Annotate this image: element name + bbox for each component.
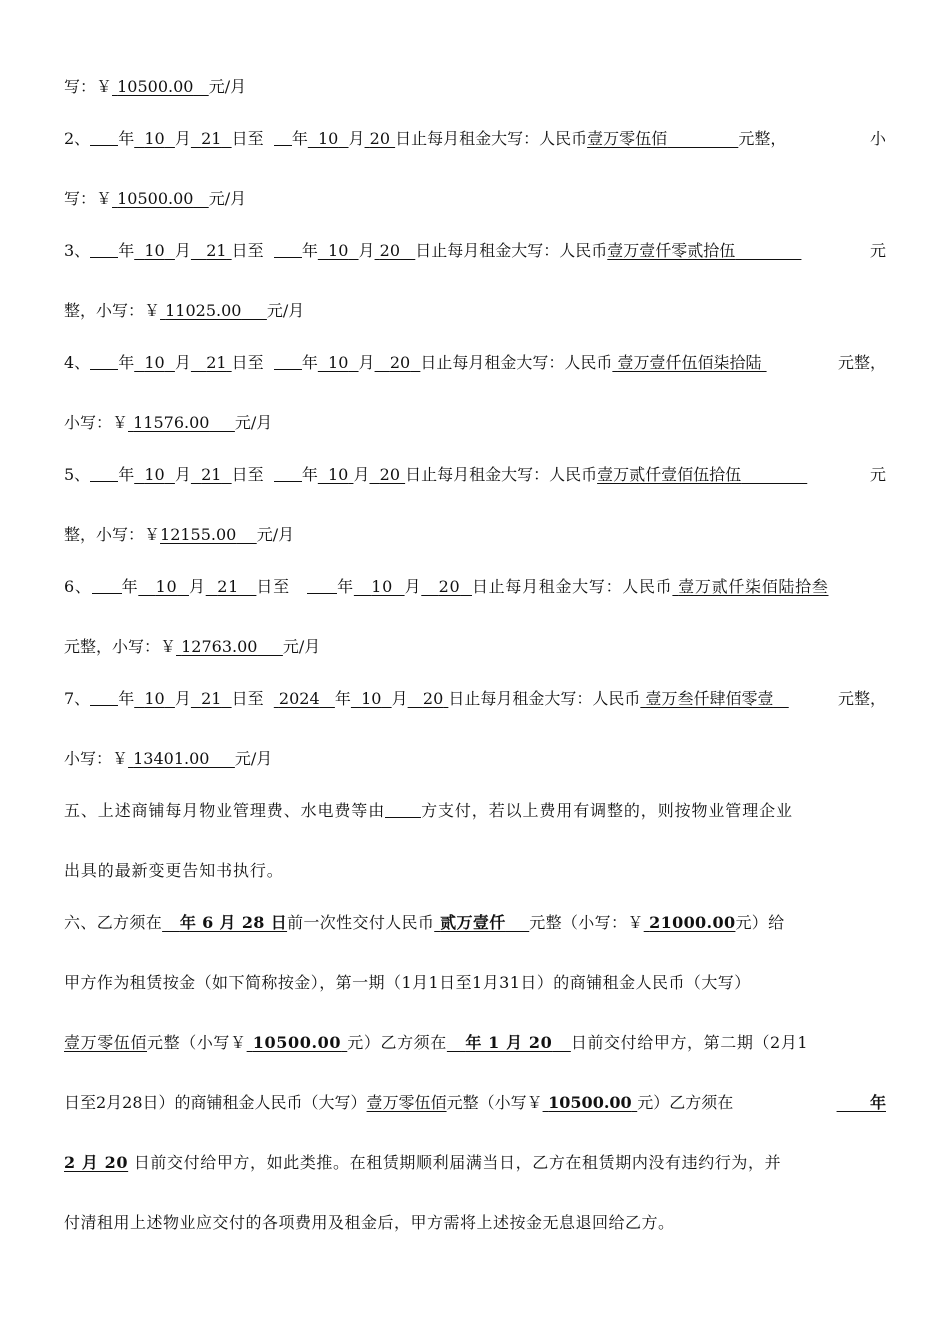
item-number: 7、 — [64, 689, 91, 708]
rent-item-7-small: 小写：￥ 13401.00 元/月 — [64, 749, 273, 768]
big-amount: 壹万叁仟肆佰零壹 — [645, 689, 774, 708]
small-amount: 11576.00 — [133, 413, 210, 432]
item-number: 6、 — [64, 577, 92, 596]
year-value: 2024 — [278, 689, 320, 708]
unit-text: 元/月 — [208, 77, 247, 96]
small-amount: 11025.00 — [165, 301, 242, 320]
label-text: 写：￥ — [64, 77, 113, 96]
deposit-small-amount: 21000.00 — [649, 913, 736, 932]
day-value: 20 — [379, 465, 400, 484]
day-value: 20 — [369, 129, 390, 148]
section-6-line-5: 2 月 20 日前交付给甲方，如此类推。在租赁期顺利届满当日，乙方在租赁期内没有违约行为，并 — [64, 1153, 782, 1172]
section-6-line-6: 付清租用上述物业应交付的各项费用及租金后，甲方需将上述按金无息退回给乙方。 — [64, 1213, 675, 1232]
big-amount: 壹万壹仟伍佰柒拾陆 — [617, 353, 762, 372]
month-value: 10 — [144, 465, 165, 484]
small-amount: 10500.00 — [117, 77, 194, 96]
year-blank — [90, 130, 118, 146]
item-number: 2、 — [64, 129, 91, 148]
month-value: 10 — [371, 577, 393, 596]
label-text: 元 — [869, 241, 886, 260]
month-value: 10 — [144, 689, 165, 708]
day-value: 20 — [438, 577, 461, 596]
rent-item-4-small: 小写：￥ 11576.00 元/月 — [64, 413, 273, 432]
year-blank — [90, 242, 118, 258]
month-value: 10 — [318, 129, 339, 148]
day-value: 21 — [206, 353, 227, 372]
rent-item-2-small: 写：￥ 10500.00 元/月 — [64, 189, 247, 208]
year-blank — [274, 242, 302, 258]
month-value: 10 — [144, 353, 165, 372]
rent1-big-amount: 壹万零伍佰 — [64, 1033, 148, 1052]
item-number: 5、 — [64, 465, 91, 484]
rent-item-3: 3、 年 10 月 21 日至 年 10 月 20 日止每月租金大写：人民币壹万壹仟零贰拾伍 元 — [64, 241, 886, 260]
day-value: 21 — [201, 129, 222, 148]
rent1-small-amount: 10500.00 — [252, 1033, 342, 1052]
day-value: 20 — [422, 689, 444, 708]
label-text: 元整， — [837, 689, 886, 708]
section-6-line-1: 六、乙方须在 年 6 月 28 日前一次性交付人民币 贰万壹仟 元整（小写：￥ 21000.00元）给 — [64, 913, 785, 932]
item-number: 3、 — [64, 241, 91, 260]
deposit-date: 年 6 月 28 日 — [179, 913, 288, 932]
month-value: 10 — [144, 129, 165, 148]
year-blank — [90, 690, 118, 706]
year-blank — [90, 354, 118, 370]
rent-item-7: 7、 年 10 月 21 日至 2024 年 10 月 20 日止每月租金大写：人民币 壹万叁仟肆佰零壹 元整， — [64, 689, 886, 708]
rent1-due-date: 年 1 月 20 — [465, 1033, 553, 1052]
section-5-line-1: 五、上述商铺每月物业管理费、水电费等由 方支付，若以上费用有调整的，则按物业管理企业 — [64, 801, 793, 820]
section-6-line-3: 壹万零伍佰元整（小写￥ 10500.00 元）乙方须在 年 1 月 20 日前交付给甲方，第二期（2月1 — [64, 1033, 809, 1052]
rent-item-6: 6、 年 10 月 21 日至 年 10 月 20 日止每月租金大写：人民币 壹万贰仟柒佰陆拾叁 — [64, 577, 829, 596]
rent2-big-amount: 壹万零伍佰 — [366, 1093, 447, 1112]
item1-continuation — [64, 76, 886, 98]
label-text: 元 — [869, 465, 886, 484]
year-blank — [274, 466, 302, 482]
year-blank — [90, 466, 118, 482]
rent-item-5: 5、 年 10 月 21 日至 年 10 月 20 日止每月租金大写：人民币壹万贰仟壹佰伍拾伍 元 — [64, 465, 886, 484]
month-value: 10 — [328, 465, 349, 484]
label-text: 元整， — [837, 353, 886, 372]
rent-item-5-small: 整，小写：￥12155.00 元/月 — [64, 525, 295, 544]
small-amount: 13401.00 — [133, 749, 210, 768]
section-6-line-4: 日至2月28日）的商铺租金人民币（大写）壹万零伍佰元整（小写￥ 10500.00 元）乙方须在 年 — [64, 1093, 886, 1112]
rent2-due-year: 年 — [869, 1093, 886, 1112]
day-value: 21 — [201, 465, 222, 484]
rent-item-3-small: 整，小写：￥ 11025.00 元/月 — [64, 301, 305, 320]
big-amount: 壹万贰仟壹佰伍拾伍 — [597, 465, 742, 484]
payer-blank — [385, 802, 421, 818]
year-blank — [274, 130, 292, 146]
section-5-line-2: 出具的最新变更告知书执行。 — [64, 861, 284, 880]
day-value: 21 — [206, 241, 227, 260]
rent2-due-date: 2 月 20 — [64, 1153, 129, 1172]
month-value: 10 — [328, 353, 349, 372]
day-value: 20 — [389, 353, 411, 372]
year-blank — [307, 578, 337, 594]
big-amount: 壹万零伍佰 — [587, 129, 668, 148]
month-value: 10 — [155, 577, 178, 596]
year-blank — [274, 354, 302, 370]
day-value: 20 — [379, 241, 401, 260]
section-6-line-2: 甲方作为租赁按金（如下简称按金），第一期（1月1日至1月31日）的商铺租金人民币（大写） — [64, 973, 751, 992]
year-blank — [92, 578, 122, 594]
label-text: 小 — [869, 129, 886, 148]
small-amount: 12155.00 — [160, 525, 237, 544]
rent2-small-amount: 10500.00 — [548, 1093, 632, 1112]
deposit-big-amount: 贰万壹仟 — [440, 913, 506, 932]
big-amount: 壹万贰仟柒佰陆拾叁 — [678, 577, 829, 596]
big-amount: 壹万壹仟零贰拾伍 — [607, 241, 736, 260]
month-value: 10 — [144, 241, 165, 260]
small-amount: 12763.00 — [181, 637, 258, 656]
rent-item-6-small: 元整，小写：￥ 12763.00 元/月 — [64, 637, 321, 656]
rent-item-4: 4、 年 10 月 21 日至 年 10 月 20 日止每月租金大写：人民币 壹万壹仟伍佰柒拾陆 元整， — [64, 353, 886, 372]
month-value: 10 — [361, 689, 382, 708]
day-value: 21 — [201, 689, 222, 708]
rent-item-2: 2、 年 10 月 21 日至 年 10 月 20 日止每月租金大写：人民币壹万零伍佰 元整， 小 — [64, 129, 886, 148]
day-value: 21 — [217, 577, 240, 596]
month-value: 10 — [328, 241, 349, 260]
small-amount: 10500.00 — [117, 189, 194, 208]
item-number: 4、 — [64, 353, 91, 372]
